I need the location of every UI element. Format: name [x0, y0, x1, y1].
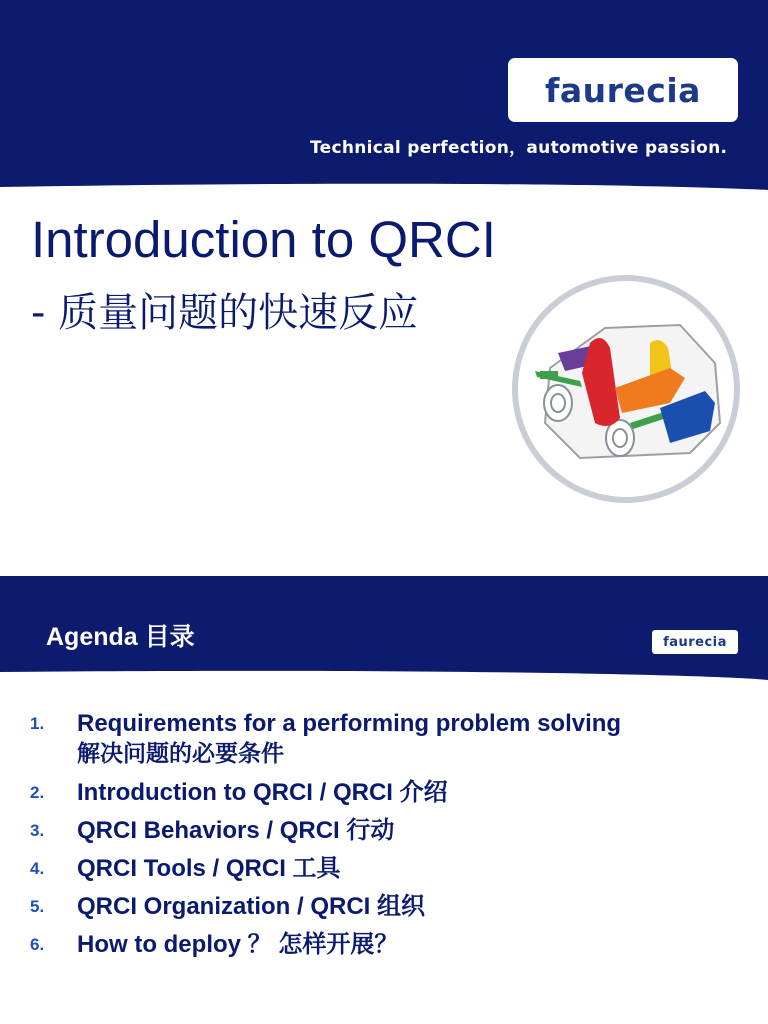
agenda-text: QRCI Organization / QRCI 组织: [77, 893, 426, 920]
agenda-item: [30, 853, 750, 884]
agenda-text: QRCI Behaviors / QRCI 行动: [77, 817, 395, 844]
presentation-subtitle: - 质量问题的快速反应: [31, 290, 419, 336]
faurecia-logo: [508, 58, 738, 122]
car-components-illustration: [510, 273, 742, 505]
agenda-item: [30, 815, 750, 846]
agenda-heading: Agenda 目录: [46, 623, 195, 651]
agenda-item: [30, 929, 750, 960]
agenda-item: [30, 708, 750, 770]
agenda-subtext: 解决问题的必要条件: [77, 741, 284, 767]
agenda-number: 1.: [30, 714, 45, 733]
faurecia-logo-small: [652, 630, 738, 654]
agenda-text: Introduction to QRCI / QRCI 介绍: [77, 779, 448, 806]
agenda-item: [30, 891, 750, 922]
agenda-list: [30, 708, 750, 967]
agenda-item: [30, 777, 750, 808]
agenda-text: How to deploy ？ 怎样开展？: [77, 931, 399, 958]
agenda-number: 4.: [30, 859, 45, 878]
agenda-text: QRCI Tools / QRCI 工具: [77, 855, 341, 882]
agenda-number: 5.: [30, 897, 45, 916]
agenda-text: Requirements for a performing problem solving: [77, 710, 622, 737]
presentation-title: Introduction to QRCI: [31, 211, 496, 268]
tagline: Technical perfection，automotive passion.: [310, 138, 728, 158]
agenda-number: 6.: [30, 935, 45, 954]
agenda-number: 3.: [30, 821, 45, 840]
logo-text: faurecia: [545, 70, 701, 110]
agenda-number: 2.: [30, 783, 45, 802]
logo-small-text: faurecia: [663, 634, 727, 650]
